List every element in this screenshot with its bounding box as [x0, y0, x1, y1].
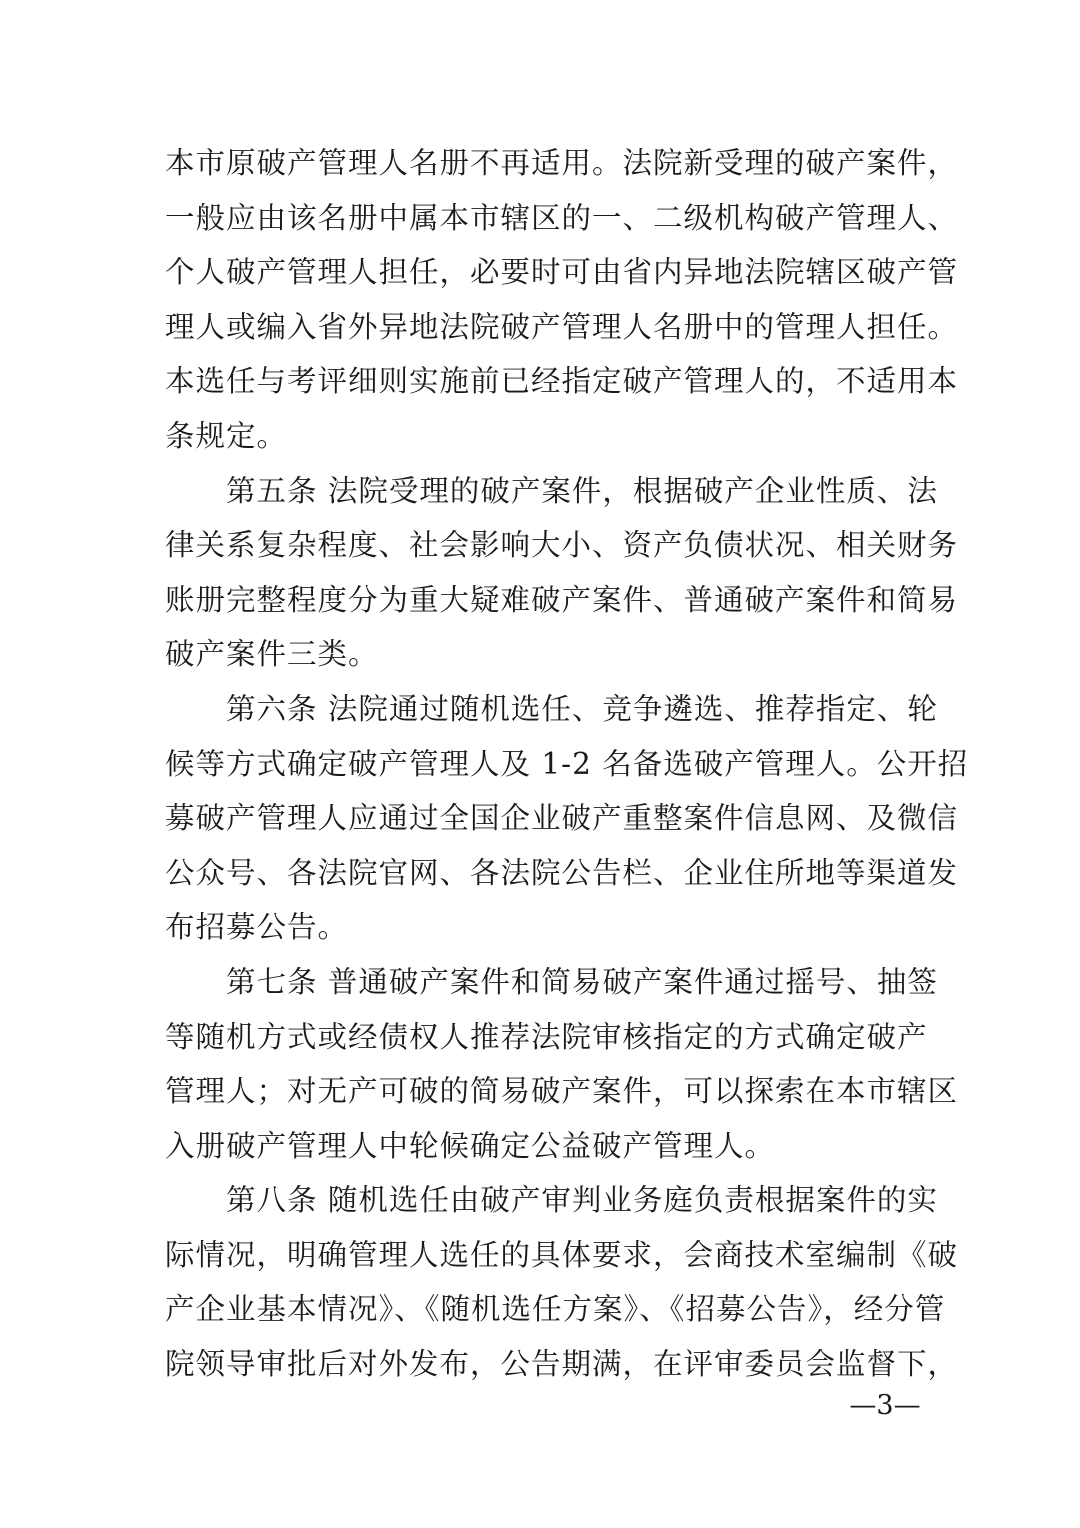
text-line: 院领导审批后对外发布，公告期满，在评审委员会监督下， — [165, 1347, 959, 1382]
text-line: 账册完整程度分为重大疑难破产案件、普通破产案件和简易 — [165, 582, 959, 617]
text-line: 第八条 随机选任由破产审判业务庭负责根据案件的实 — [165, 1183, 938, 1218]
text-line: 募破产管理人应通过全国企业破产重整案件信息网、及微信 — [165, 801, 959, 836]
text-line: 公众号、各法院官网、各法院公告栏、企业住所地等渠道发 — [165, 855, 959, 890]
text-line: 第六条 法院通过随机选任、竞争遴选、推荐指定、轮 — [165, 691, 938, 726]
text-line: 管理人；对无产可破的简易破产案件，可以探索在本市辖区 — [165, 1074, 959, 1109]
text-line: 一般应由该名册中属本市辖区的一、二级机构破产管理人、 — [165, 200, 959, 235]
text-line: 破产案件三类。 — [165, 637, 379, 672]
text-line: 际情况，明确管理人选任的具体要求，会商技术室编制《破 — [165, 1237, 959, 1272]
text-line: 律关系复杂程度、社会影响大小、资产负债状况、相关财务 — [165, 528, 959, 563]
text-line: 候等方式确定破产管理人及 1-2 名备选破产管理人。公开招 — [165, 746, 969, 781]
text-line: 第七条 普通破产案件和简易破产案件通过摇号、抽签 — [165, 964, 938, 999]
text-line: 等随机方式或经债权人推荐法院审核指定的方式确定破产 — [165, 1019, 928, 1054]
text-line: 产企业基本情况》、《随机选任方案》、《招募公告》，经分管 — [165, 1292, 946, 1327]
text-line: 条规定。 — [165, 418, 288, 453]
text-line: 本选任与考评细则实施前已经指定破产管理人的，不适用本 — [165, 364, 959, 399]
page-number: —3— — [849, 1390, 921, 1421]
text-line: 布招募公告。 — [165, 910, 349, 945]
text-line: 第五条 法院受理的破产案件，根据破产企业性质、法 — [165, 473, 938, 508]
text-line: 理人或编入省外异地法院破产管理人名册中的管理人担任。 — [165, 309, 959, 344]
text-line: 入册破产管理人中轮候确定公益破产管理人。 — [165, 1128, 776, 1163]
body-text — [165, 136, 969, 1392]
text-line: 个人破产管理人担任，必要时可由省内异地法院辖区破产管 — [165, 255, 959, 290]
text-line: 本市原破产管理人名册不再适用。法院新受理的破产案件， — [165, 146, 959, 180]
